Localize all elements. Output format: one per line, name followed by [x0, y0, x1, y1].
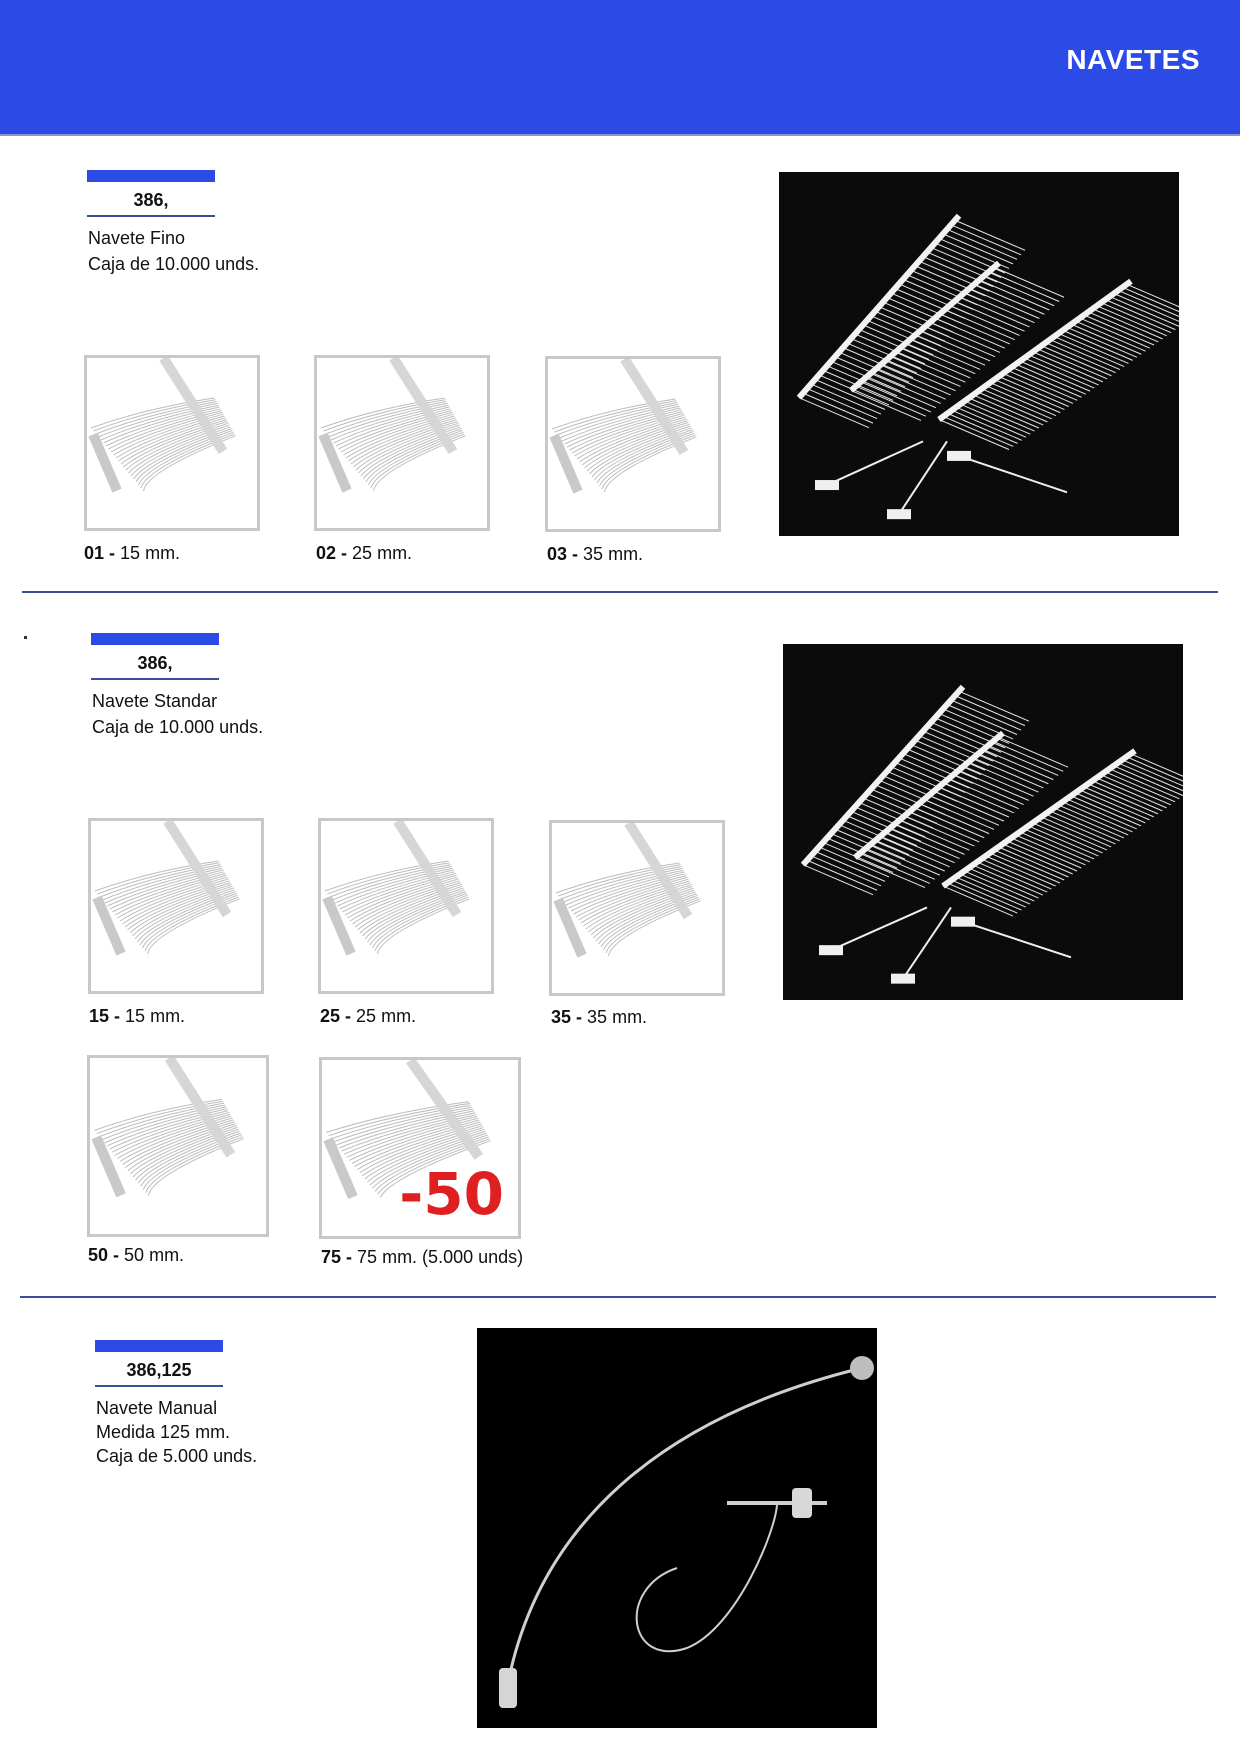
comb-image [548, 359, 718, 529]
discount-badge: -50 [399, 1160, 504, 1228]
thumb-navete-fino-35 [545, 356, 721, 532]
manual-tag-pin-photo [477, 1328, 877, 1728]
thumb-navete-fino-15 [84, 355, 260, 531]
size-label: 02 - 25 mm. [316, 543, 413, 563]
product-description [96, 1396, 257, 1468]
product-name: Navete Standar [92, 691, 218, 711]
code-accent-bar [87, 170, 215, 182]
product-box-qty: Caja de 5.000 unds. [96, 1446, 258, 1466]
thumb-navete-standar-15 [88, 818, 264, 994]
size-label: 35 - 35 mm. [551, 1007, 648, 1027]
product-photo-navete-fino [779, 172, 1179, 536]
section-divider [22, 591, 1218, 593]
size-label: 25 - 25 mm. [320, 1006, 417, 1026]
thumb-navete-standar-75 [319, 1057, 521, 1239]
page-title: NAVETES [1066, 44, 1200, 75]
product-code-block [95, 1340, 223, 1387]
comb-image [91, 821, 261, 991]
tag-pins-photo [779, 172, 1179, 536]
size-label: 75 - 75 mm. (5.000 unds) [321, 1247, 524, 1267]
code-accent-bar [91, 633, 219, 645]
product-size: Medida 125 mm. [96, 1422, 231, 1442]
stray-dot [24, 636, 27, 639]
code-accent-bar [95, 1340, 223, 1352]
product-name: Navete Fino [88, 228, 186, 248]
product-photo-navete-manual [477, 1328, 877, 1728]
product-photo-navete-standar [783, 644, 1183, 1000]
thumb-navete-fino-25 [314, 355, 490, 531]
code-underline [91, 678, 219, 680]
comb-image [552, 823, 722, 993]
size-label: 15 - 15 mm. [89, 1006, 186, 1026]
product-box-qty: Caja de 10.000 unds. [88, 254, 260, 274]
tag-pins-photo [783, 644, 1183, 1000]
comb-image [87, 358, 257, 528]
thumb-navete-standar-35 [549, 820, 725, 996]
size-label: 50 - 50 mm. [88, 1245, 185, 1265]
size-label: 03 - 35 mm. [547, 544, 644, 564]
section-divider [20, 1296, 1216, 1298]
product-box-qty: Caja de 10.000 unds. [92, 717, 264, 737]
thumb-navete-standar-25 [318, 818, 494, 994]
code-underline [87, 215, 215, 217]
product-name: Navete Manual [96, 1398, 218, 1418]
size-label: 01 - 15 mm. [84, 543, 181, 563]
product-code-block [87, 170, 215, 217]
product-code: 386,125 [126, 1360, 192, 1380]
thumb-navete-standar-50 [87, 1055, 269, 1237]
comb-image [321, 821, 491, 991]
product-code: 386, [137, 653, 173, 673]
product-description [92, 688, 263, 740]
code-underline [95, 1385, 223, 1387]
product-code: 386, [133, 190, 169, 210]
product-code-block [91, 633, 219, 680]
page-header [0, 0, 1240, 136]
product-description [88, 225, 259, 277]
comb-image [317, 358, 487, 528]
comb-image [90, 1058, 266, 1234]
